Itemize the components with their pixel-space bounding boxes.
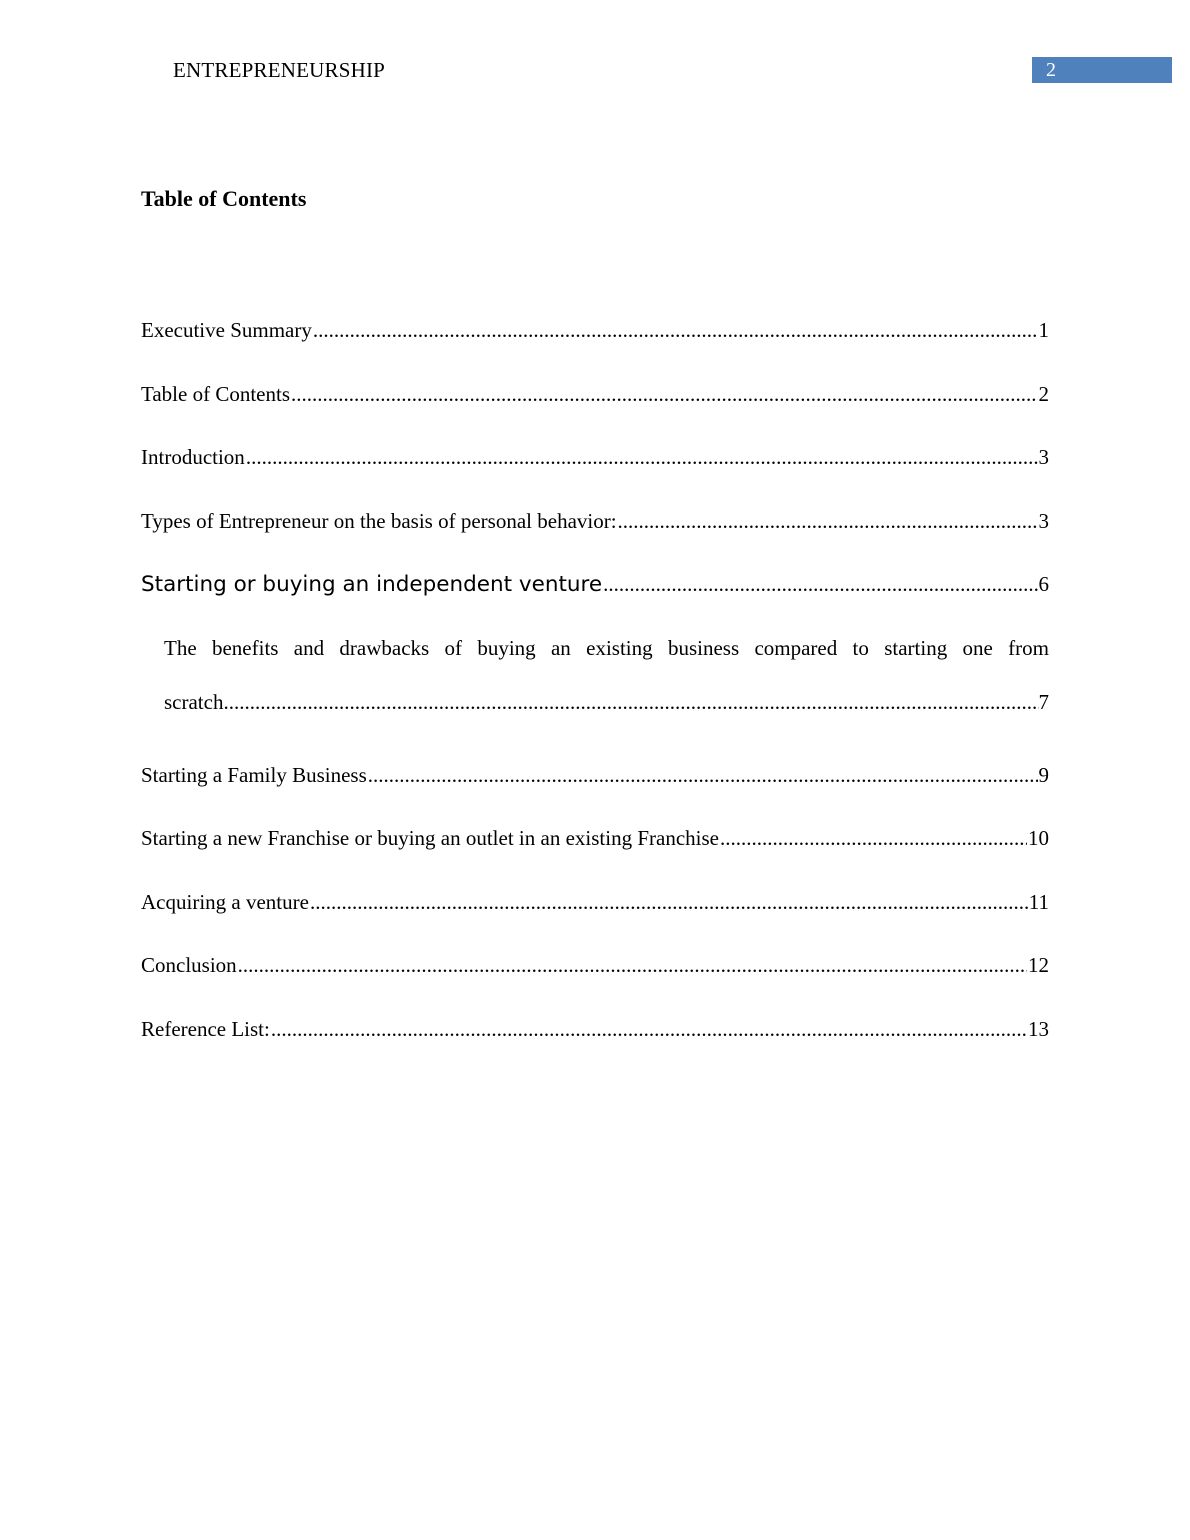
toc-word: benefits	[211, 635, 279, 660]
toc-entry-table-of-contents[interactable]	[141, 382, 1049, 446]
toc-word: drawbacks	[339, 635, 430, 660]
dot-leader	[618, 509, 1038, 534]
toc-entry-label: Starting a new Franchise or buying an outlet in an existing Franchise	[141, 826, 719, 850]
toc-entry-franchise[interactable]	[141, 826, 1049, 890]
toc-entry-independent-venture[interactable]	[141, 572, 1049, 636]
toc-entry-page: 13	[1028, 1016, 1049, 1041]
dot-leader	[223, 690, 1038, 715]
dot-leader	[271, 1017, 1027, 1042]
toc-entry-reference-list[interactable]	[141, 1017, 1049, 1081]
toc-entry-label: Table of Contents	[141, 381, 290, 406]
toc-entry-page: 2	[1038, 381, 1049, 406]
toc-entry-page: 3	[1038, 508, 1049, 533]
toc-word: of	[444, 635, 463, 660]
dot-leader	[291, 382, 1038, 407]
toc-entry-label: Conclusion	[141, 953, 237, 977]
toc-word: business	[667, 635, 740, 660]
toc-entry-label: Executive Summary	[141, 318, 312, 342]
toc-word: to	[852, 635, 869, 660]
dot-leader	[310, 890, 1028, 915]
toc-word: starting	[884, 635, 948, 660]
toc-entry-label: Types of Entrepreneur on the basis of personal behavior:	[141, 508, 617, 533]
toc-entry-page: 12	[1028, 953, 1049, 977]
dot-leader	[246, 445, 1038, 470]
toc-word: The	[164, 635, 197, 660]
toc-entry-label-line	[164, 636, 1049, 690]
toc-word: compared	[754, 635, 838, 660]
dot-leader	[238, 953, 1027, 978]
toc-word: one	[962, 635, 993, 660]
toc-entry-conclusion[interactable]	[141, 953, 1049, 1017]
toc-entry-executive-summary[interactable]	[141, 318, 1049, 382]
toc-entry-label: Acquiring a venture	[141, 889, 309, 914]
dot-leader	[720, 826, 1027, 851]
toc-entry-acquiring-venture[interactable]	[141, 890, 1049, 954]
toc-word: and	[293, 635, 325, 660]
toc-entry-page: 11	[1028, 889, 1049, 914]
toc-entry-label: Reference List:	[141, 1016, 270, 1041]
toc-entry-page: 3	[1038, 445, 1049, 469]
toc-entry-page: 1	[1038, 318, 1049, 342]
toc-entry-page: 6	[1038, 572, 1049, 596]
toc-word: an	[550, 635, 571, 660]
dot-leader	[603, 572, 1037, 597]
dot-leader	[313, 318, 1038, 343]
toc-entry-benefits-drawbacks[interactable]	[141, 636, 1049, 763]
toc-entry-label-end: scratch	[164, 689, 224, 714]
toc-word: buying	[477, 635, 536, 660]
toc-entry-page: 9	[1038, 762, 1049, 787]
toc-list	[141, 318, 1049, 1080]
toc-entry-introduction[interactable]	[141, 445, 1049, 509]
toc-entry-label: Starting or buying an independent venture	[141, 572, 603, 597]
toc-entry-family-business[interactable]	[141, 763, 1049, 827]
toc-entry-types-of-entrepreneur[interactable]	[141, 509, 1049, 573]
toc-entry-page: 10	[1028, 826, 1049, 850]
running-head: ENTREPRENEURSHIP	[173, 58, 386, 82]
toc-word: existing	[586, 635, 653, 660]
toc-entry-label: Introduction	[141, 445, 245, 469]
toc-entry-label: Starting a Family Business	[141, 762, 367, 787]
page-number-badge: 2	[1032, 57, 1172, 83]
toc-entry-page: 7	[1038, 689, 1049, 714]
toc-heading: Table of Contents	[141, 186, 307, 211]
toc-word: from	[1008, 635, 1049, 660]
dot-leader	[368, 763, 1038, 788]
toc-entry-label-line	[164, 690, 1049, 715]
